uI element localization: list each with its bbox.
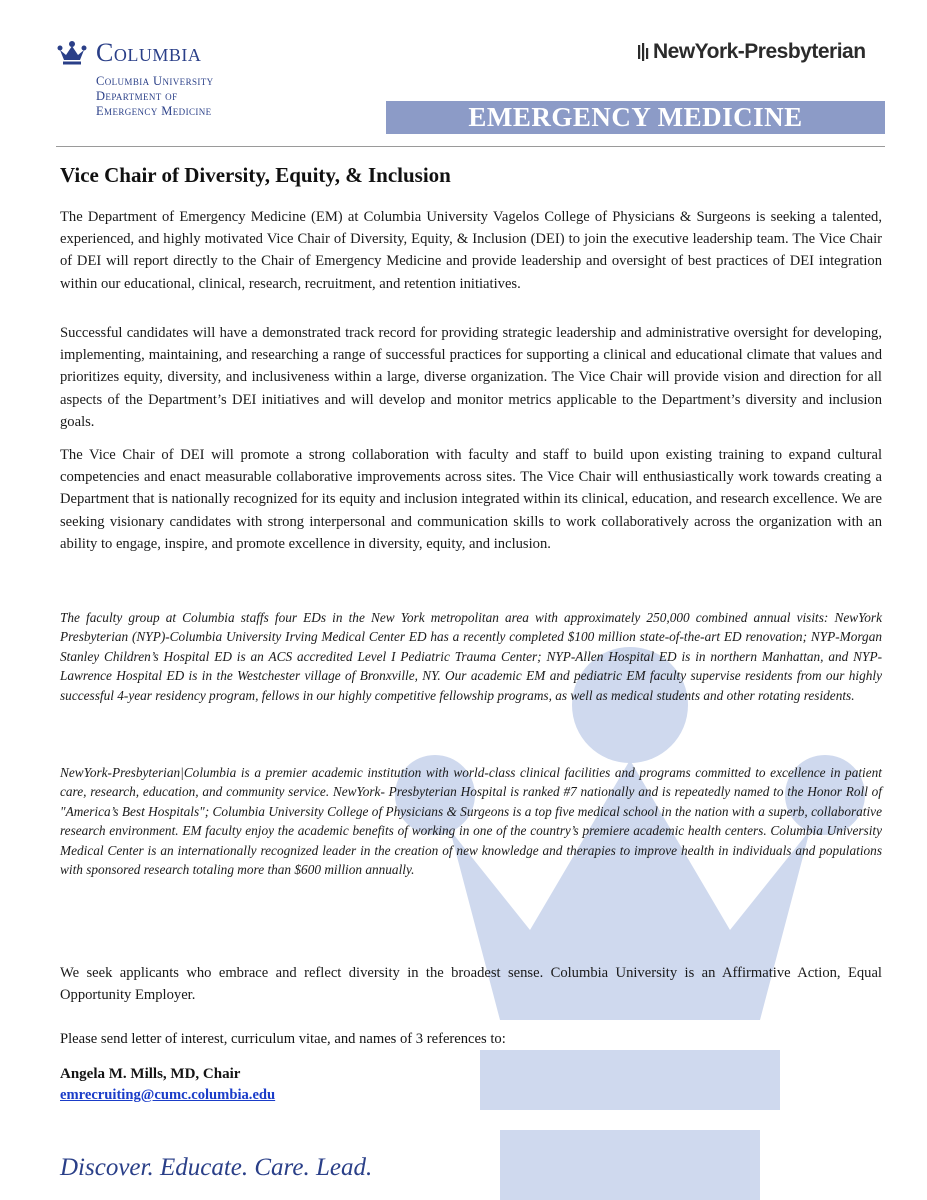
- application-instructions: Please send letter of interest, curriculum vitae, and names of 3 references to:: [60, 1031, 506, 1047]
- columbia-subtitle-line: Department of: [96, 89, 178, 103]
- department-banner-text: EMERGENCY MEDICINE: [468, 102, 803, 132]
- columbia-crown-icon: [56, 40, 88, 66]
- department-banner: [386, 101, 885, 134]
- contact-email-link[interactable]: emrecruiting@cumc.columbia.edu: [60, 1087, 276, 1103]
- nyp-mark-icon: [636, 41, 650, 63]
- faculty-group-paragraph: The faculty group at Columbia staffs four EDs in the New York metropolitan area with approximately 250,000 combined annual visits: NewYork Presbyterian (NYP)-Columbia University Irving Medical Center ED has a recently completed $100 million state-of-the-art ED renovation; NYP-Morgan Stanley Children’s Hospital ED is an ACS accredited Level I Pediatric Trauma Center; NYP-Allen Hospital ED is in northern Manhattan, and NYP-Lawrence Hospital ED is in the Westchester village of Bronxville, NY. Our academic EM and pediatric EM faculty supervise residents from our highly successful 4-year residency program, fellows in our highly competitive fellowship programs, as well as medical students and other rotating residents.: [60, 610, 882, 703]
- header-divider: [56, 146, 885, 147]
- responsibilities-paragraph: The Vice Chair of DEI will promote a strong collaboration with faculty and staff to build upon existing training to expand cultural competencies and enact measurable collaborative improvements across sites. The Vice Chair will enthusiastically work towards creating a Department that is nationally recognized for its equity and inclusion integrated within its clinical, education, and research excellence. We are seeking visionary candidates with strong interpersonal and communication skills to work collaboratively across the organization with an ability to engage, inspire, and promote excellence in diversity, equity, and inclusion.: [60, 447, 882, 552]
- nyp-logo: [636, 40, 866, 64]
- columbia-wordmark: Columbia: [96, 38, 202, 67]
- page-title: Vice Chair of Diversity, Equity, & Inclusion: [60, 163, 451, 187]
- columbia-subtitle-line: Emergency Medicine: [96, 104, 212, 118]
- contact-name: Angela M. Mills, MD, Chair: [60, 1066, 241, 1082]
- columbia-subtitle-line: Columbia University: [96, 74, 214, 88]
- eeo-statement: We seek applicants who embrace and reflect diversity in the broadest sense. Columbia University is an Affirmative Action, Equal Opportunity Employer.: [60, 965, 882, 1004]
- qualifications-paragraph: Successful candidates will have a demonstrated track record for providing strategic leadership and administrative oversight for developing, implementing, maintaining, and researching a range of successful practices for supporting a clinical and educational climate that values and prioritizes equity, diversity, and inclusiveness within a large, diverse organization. The Vice Chair will provide vision and direction for all aspects of the Department’s DEI initiatives and will develop and monitor metrics applicable to the Department’s diversity and inclusion goals.: [60, 325, 882, 430]
- columbia-subtitle: [96, 74, 214, 119]
- tagline: Discover. Educate. Care. Lead.: [60, 1154, 373, 1181]
- nyp-wordmark: NewYork-Presbyterian: [653, 40, 866, 63]
- institution-paragraph: NewYork-Presbyterian|Columbia is a premier academic institution with world-class clinical facilities and programs committed to excellence in patient care, research, education, and community service. NewYork- Presbyterian Hospital is ranked #7 nationally and is repeatedly named to the Honor Roll of "America’s Best Hospitals"; Columbia University College of Physicians & Surgeons is a top five medical school in the nation with a superb, collaborative research environment. EM faculty enjoy the academic benefits of working in one of the country’s premiere academic health centers. Columbia University Medical Center is an internationally recognized leader in the creation of new knowledge and therapies to improve health in individuals and populations with sponsored research totaling more than $600 million annually.: [60, 765, 882, 878]
- intro-paragraph: The Department of Emergency Medicine (EM) at Columbia University Vagelos College of Physicians & Surgeons is seeking a talented, experienced, and highly motivated Vice Chair of Diversity, Equity, & Inclusion (DEI) to join the executive leadership team. The Vice Chair of DEI will report directly to the Chair of Emergency Medicine and provide leadership and oversight of best practices of DEI integration within our educational, clinical, research, recruitment, and retention initiatives.: [60, 209, 882, 292]
